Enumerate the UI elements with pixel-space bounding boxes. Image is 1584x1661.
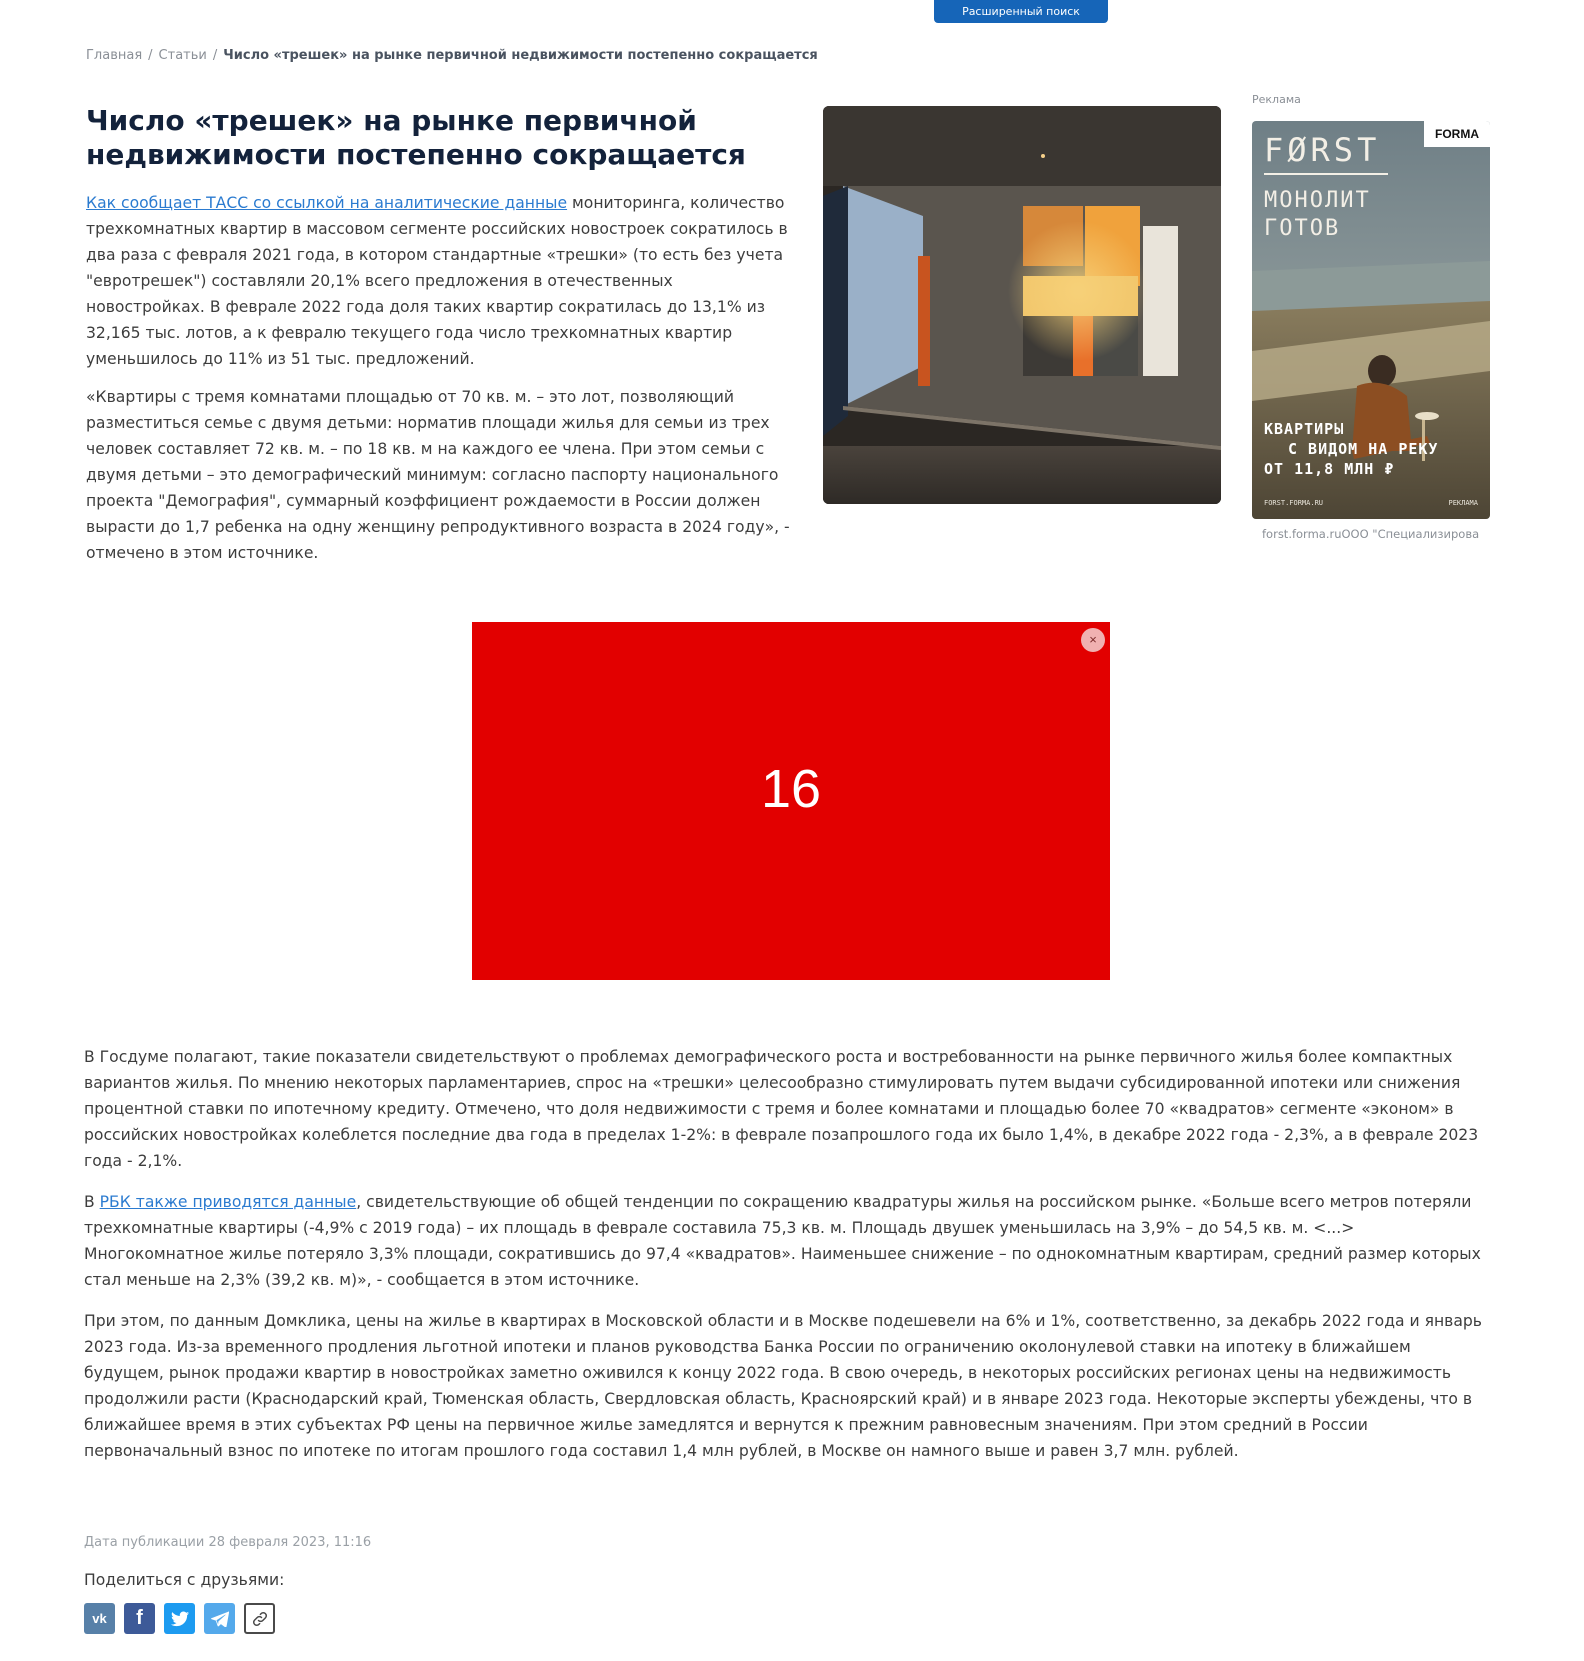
facebook-share-button[interactable] bbox=[124, 1603, 155, 1634]
twitter-share-button[interactable] bbox=[164, 1603, 195, 1634]
lead-paragraph bbox=[86, 190, 796, 372]
article-body bbox=[84, 1044, 1494, 1479]
article-hero-image bbox=[823, 106, 1221, 504]
vk-share-button[interactable] bbox=[84, 1603, 115, 1634]
advanced-search-button[interactable]: Расширенный поиск bbox=[934, 0, 1108, 23]
ad-headline-line2: ГОТОВ bbox=[1264, 216, 1341, 241]
rbk-paragraph-text: , свидетельствующие об общей тенденции по сокращению квадратуры жилья на российском рынке. «Больше всего метров потеряли трехкомнатные квартиры (-4,9% с 2019 года) – их площадь в феврале составила 75,3 кв. м. Площадь двушек уменьшилась на 3,9% – до 54,5 кв. м. <...> Многокомнатное жилье потеряло 3,3% площади, сократившись до 97,4 «квадратов». Наименьшее снижение – по однокомнатным квартирам, средний размер которых стал меньше на 2,3% (39,2 кв. м)», - сообщается в этом источнике. bbox=[84, 1193, 1481, 1289]
rbk-source-link[interactable]: РБК также приводятся данные bbox=[99, 1193, 357, 1211]
breadcrumb-current: Число «трешек» на рынке первичной недвижимости постепенно сокращается bbox=[223, 48, 818, 63]
breadcrumb bbox=[86, 48, 818, 63]
telegram-share-button[interactable] bbox=[204, 1603, 235, 1634]
ad-footer-site: FORST.FORMA.RU bbox=[1264, 499, 1324, 507]
forma-badge: FORMA bbox=[1424, 121, 1490, 147]
red-ad-number: 16 bbox=[760, 759, 822, 819]
close-icon[interactable]: × bbox=[1081, 628, 1105, 652]
share-buttons bbox=[84, 1603, 275, 1634]
ad-offer bbox=[1264, 419, 1438, 479]
sidebar-ad-caption[interactable]: forst.forma.ruООО "Специализирова bbox=[1262, 527, 1480, 541]
twitter-icon bbox=[171, 1611, 189, 1627]
red-ad-block[interactable] bbox=[472, 622, 1110, 980]
copy-link-button[interactable] bbox=[244, 1603, 275, 1634]
facebook-icon: f bbox=[136, 1607, 143, 1629]
breadcrumb-separator: / bbox=[148, 48, 153, 63]
ad-headline bbox=[1264, 187, 1371, 243]
lead-paragraph-text: мониторинга, количество трехкомнатных квартир в массовом сегменте российских новостроек сократилось в два раза с февраля 2021 года, в котором стандартные «трешки» (то есть без учета "евротрешек") составляли 20,1% всего предложения в отечественных новостройках. В феврале 2022 года доля таких квартир сократилась до 13,1% из 32,165 тыс. лотов, а к февралю текущего года число трехкомнатных квартир уменьшилось до 11% из 51 тыс. предложений. bbox=[86, 194, 788, 368]
link-icon bbox=[251, 1610, 269, 1628]
ad-divider bbox=[1264, 173, 1388, 175]
sidebar-ad-banner[interactable] bbox=[1252, 121, 1490, 519]
ad-brand: FØRST bbox=[1264, 131, 1381, 169]
quote-paragraph: «Квартиры с тремя комнатами площадью от 70 кв. м. – это лот, позволяющий разместиться семье с двумя детьми: норматив площади жилья для семьи из трех человек составляет 72 кв. м. – по 18 кв. м на каждого ее члена. При этом семьи с двумя детьми – это демографический минимум: согласно паспорту национального проекта "Демография", суммарный коэффициент рождаемости в России должен вырасти до 1,7 ребенка на одну женщину репродуктивного возраста в 2024 году», - отмечено в этом источнике. bbox=[86, 388, 790, 562]
ad-offer-line2: С ВИДОМ НА РЕКУ bbox=[1288, 440, 1439, 458]
ad-footer-label: РЕКЛАМА bbox=[1448, 499, 1478, 507]
sidebar-ad-label: Реклама bbox=[1252, 93, 1301, 106]
breadcrumb-home-link[interactable]: Главная bbox=[86, 48, 143, 63]
telegram-icon bbox=[211, 1611, 229, 1627]
ad-offer-line1: КВАРТИРЫ bbox=[1264, 420, 1345, 438]
tass-source-link[interactable]: Как сообщает ТАСС со ссылкой на аналитические данные bbox=[86, 194, 568, 212]
breadcrumb-separator: / bbox=[212, 48, 218, 63]
domclick-paragraph: При этом, по данным Домклика, цены на жилье в квартирах в Московской области и в Москве подешевели на 6% и 1%, соответственно, за декабрь 2022 года и январь 2023 года. Из-за временного продления льготной ипотеки и планов руководства Банка России по ограничению околонулевой ставки на ипотеку в ближайшем будущем, рынок продажи квартир в новостройках заметно оживился к концу 2022 года. В свою очередь, в некоторых российских регионах цены на недвижимость продолжили расти (Краснодарский край, Тюменская область, Свердловская область, Красноярский край) и в январе 2023 года. Некоторые эксперты убеждены, что в ближайшее время в этих субъектах РФ цены на первичное жилье замедлятся и вернутся к прежним равновесным значениям. При этом средний в России первоначальный взнос по ипотеке по итогам прошлого года составил 1,4 млн рублей, в Москве он намного выше и равен 3,7 млн. рублей. bbox=[84, 1312, 1482, 1460]
breadcrumb-articles-link[interactable]: Статьи bbox=[158, 48, 207, 63]
duma-paragraph: В Госдуме полагают, такие показатели свидетельствуют о проблемах демографического роста и востребованности на рынке первичного жилья более компактных вариантов жилья. По мнению некоторых парламентариев, спрос на «трешки» целесообразно стимулировать путем выдачи субсидированной ипотеки или снижения процентной ставки по ипотечному кредиту. Отмечено, что доля недвижимости с тремя и более комнатами и площадью более 70 «квадратов» сегменте «эконом» в российских новостройках колеблется последние два года в пределах 1-2%: в феврале позапрошлого года их было 1,4%, в декабре 2022 года - 2,3%, а в феврале 2023 года - 2,1%. bbox=[84, 1048, 1479, 1170]
publication-date: Дата публикации 28 февраля 2023, 11:16 bbox=[84, 1535, 372, 1550]
rbk-paragraph-prefix: В bbox=[84, 1193, 100, 1211]
article-lead bbox=[86, 190, 796, 578]
ad-offer-line3: ОТ 11,8 МЛН ₽ bbox=[1264, 460, 1395, 478]
vk-icon: vk bbox=[92, 1611, 107, 1626]
share-label: Поделиться с друзьями: bbox=[84, 1571, 285, 1589]
rbk-paragraph bbox=[84, 1189, 1494, 1293]
ad-headline-line1: МОНОЛИТ bbox=[1264, 188, 1371, 213]
article-title: Число «трешек» на рынке первичной недвижимости постепенно сокращается bbox=[86, 104, 746, 171]
apartment-interior-illustration bbox=[823, 106, 1221, 504]
